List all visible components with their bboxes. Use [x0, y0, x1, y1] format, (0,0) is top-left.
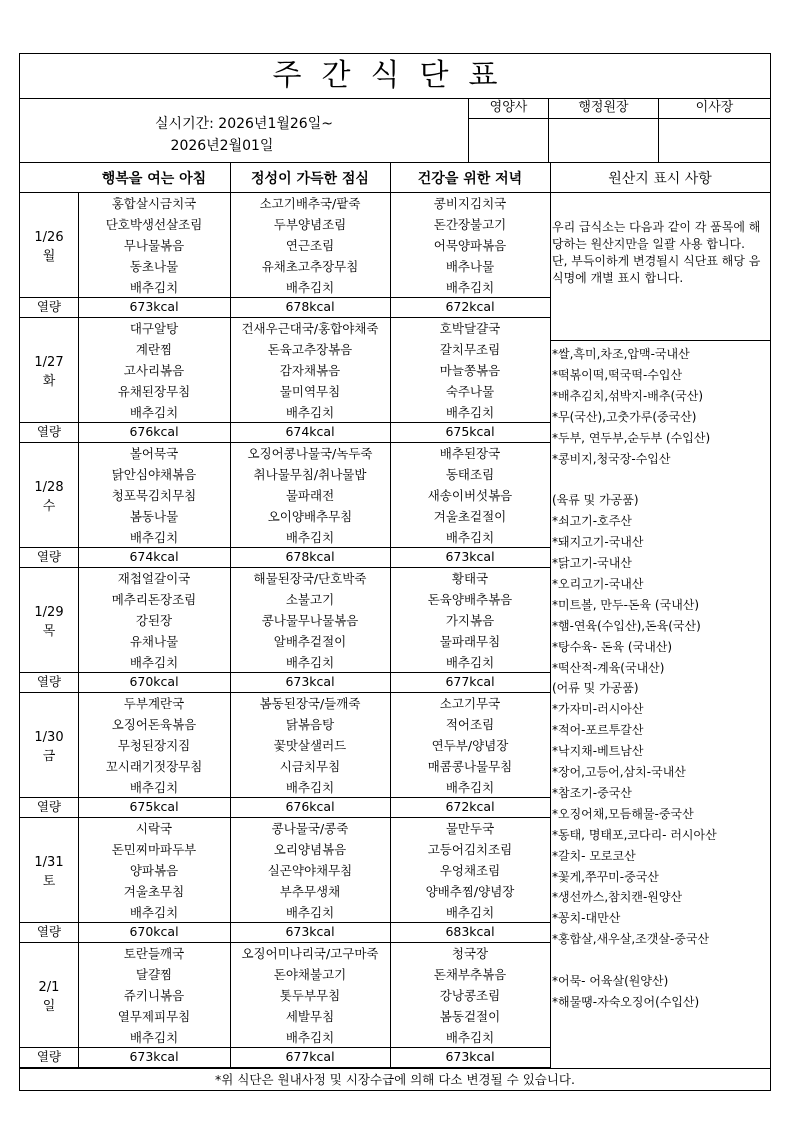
kcal-value: 673kcal: [445, 549, 495, 564]
breakfast-item: 열무제피무침: [117, 1009, 191, 1024]
kcal-value: 678kcal: [285, 299, 335, 314]
column-divider: [550, 162, 551, 1069]
breakfast-item: 봄동나물: [129, 509, 179, 524]
breakfast-item: 배추김치: [129, 530, 179, 545]
origin-item: *탕수육- 돈육 (국내산): [552, 639, 673, 654]
dinner-item: 겨울초겉절이: [433, 509, 507, 524]
lunch-item: 시금치무침: [279, 759, 341, 774]
day-date: 1/29: [34, 605, 64, 620]
row-divider: [20, 1067, 550, 1068]
kcal-value: 678kcal: [285, 549, 335, 564]
dinner-item: 콩비지김치국: [433, 196, 507, 211]
breakfast-item: 메추리돈장조림: [111, 592, 197, 607]
lunch-item: 톳두부무침: [279, 988, 341, 1003]
origin-item: *동태, 명태포,코다리- 러시아산: [552, 827, 717, 842]
dinner-item: 청국장: [451, 946, 489, 961]
kcal-label: 열량: [36, 674, 62, 689]
signature-label: 이사장: [659, 98, 770, 119]
kcal-label: 열량: [36, 1049, 62, 1064]
col-breakfast: 행복을 여는 아침: [101, 171, 207, 187]
breakfast-item: 토란들깨국: [123, 946, 185, 961]
breakfast-item: 달걀찜: [135, 967, 173, 982]
breakfast-item: 돈민찌마파두부: [111, 842, 197, 857]
dinner-item: 배추김치: [445, 905, 495, 920]
period-line-1: 실시기간: 2026년1월26일~: [155, 116, 333, 132]
breakfast-item: 홍합살시금치국: [111, 196, 197, 211]
kcal-value: 674kcal: [285, 424, 335, 439]
breakfast-item: 두부계란국: [123, 696, 185, 711]
signature-label: 행정원장: [549, 98, 658, 119]
signature-label: 영양사: [469, 98, 548, 119]
kcal-value: 670kcal: [129, 924, 179, 939]
kcal-value: 673kcal: [445, 1049, 495, 1064]
lunch-item: 배추김치: [285, 905, 335, 920]
origin-item: *쇠고기-호주산: [552, 514, 632, 529]
col-origin: 원산지 표시 사항: [608, 171, 712, 187]
kcal-value: 673kcal: [285, 924, 335, 939]
row-divider: [20, 547, 550, 548]
dinner-item: 봄동겉절이: [439, 1009, 501, 1024]
origin-item: *오징어채,모듬해물-중국산: [552, 806, 694, 821]
dinner-item: 마늘쫑볶음: [439, 363, 501, 378]
origin-item: *홍합살,새우살,조갯살-중국산: [552, 932, 710, 947]
day-weekday: 화: [42, 374, 56, 389]
lunch-item: 물파래전: [285, 488, 335, 503]
breakfast-item: 배추김치: [129, 780, 179, 795]
lunch-item: 감자채볶음: [279, 363, 341, 378]
lunch-item: 배추김치: [285, 1030, 335, 1045]
day-weekday: 일: [42, 999, 56, 1014]
breakfast-item: 양파볶음: [129, 863, 179, 878]
origin-item: *적어-포르투갈산: [552, 723, 644, 738]
dinner-item: 황태국: [451, 571, 489, 586]
lunch-item: 부추무생채: [279, 884, 341, 899]
lunch-item: 배추김치: [285, 280, 335, 295]
dinner-item: 매콤콩나물무침: [427, 759, 513, 774]
footer-note: *위 식단은 원내사정 및 시장수급에 의해 다소 변경될 수 있습니다.: [20, 1068, 770, 1090]
lunch-item: 취나물무침/취나물밥: [253, 467, 367, 482]
origin-item: *해물땡-자숙오징어(수입산): [552, 994, 700, 1009]
dinner-item: 돈채부추볶음: [433, 967, 507, 982]
lunch-item: 두부양념조림: [273, 217, 347, 232]
dinner-item: 물만두국: [445, 821, 495, 836]
origin-item: *어묵- 어육살(원양산): [552, 974, 669, 988]
origin-item: *장어,고등어,삼치-국내산: [552, 765, 686, 779]
menu-sheet: [19, 53, 771, 1091]
lunch-item: 배추김치: [285, 780, 335, 795]
breakfast-item: 겨울초무침: [123, 884, 185, 899]
breakfast-item: 유채된장무침: [117, 384, 191, 399]
origin-divider: [550, 340, 770, 341]
period-box: [20, 98, 468, 162]
origin-item: *닭고기-국내산: [552, 556, 632, 570]
kcal-value: 673kcal: [285, 674, 335, 689]
dinner-item: 배추김치: [445, 280, 495, 295]
origin-item: *무(국산),고춧가루(중국산): [552, 409, 697, 424]
dinner-item: 적어조림: [445, 717, 495, 732]
dinner-item: 배추김치: [445, 405, 495, 420]
dinner-item: 물파래무침: [439, 634, 501, 649]
breakfast-item: 계란찜: [135, 342, 173, 357]
kcal-value: 674kcal: [129, 549, 179, 564]
signature-director: [548, 98, 658, 162]
lunch-item: 오이양배추무침: [267, 509, 353, 524]
kcal-value: 673kcal: [129, 299, 179, 314]
dinner-item: 강낭콩조림: [439, 988, 501, 1003]
lunch-item: 배추김치: [285, 530, 335, 545]
row-divider: [20, 672, 550, 673]
breakfast-item: 단호박생선살조림: [105, 217, 203, 232]
breakfast-item: 오징어돈육볶음: [111, 717, 197, 732]
lunch-item: 콩나물무나물볶음: [261, 613, 359, 628]
origin-item: *참조기-중국산: [552, 785, 632, 800]
origin-item: *햄-연육(수입산),돈육(국산): [552, 618, 701, 633]
dinner-item: 돈육양배추볶음: [427, 592, 513, 607]
day-date: 1/31: [34, 855, 64, 870]
dinner-item: 호박달걀국: [439, 321, 501, 336]
day-date: 1/28: [34, 480, 64, 495]
origin-item: *쌀,흑미,차조,압맥-국내산: [552, 347, 690, 361]
origin-item: *떡볶이떡,떡국떡-수입산: [552, 367, 683, 382]
origin-item: *생선까스,참치캔-원양산: [552, 890, 683, 905]
dinner-item: 가지볶음: [445, 613, 495, 628]
dinner-item: 새송이버섯볶음: [427, 488, 513, 503]
breakfast-item: 유채나물: [129, 634, 179, 649]
kcal-label: 열량: [36, 549, 62, 564]
row-divider: [20, 422, 550, 423]
lunch-item: 오징어콩나물국/녹두죽: [247, 446, 373, 461]
dinner-item: 소고기무국: [439, 696, 501, 711]
lunch-item: 오리양념볶음: [273, 842, 347, 857]
breakfast-item: 무나물볶음: [123, 238, 185, 253]
header-divider: [20, 162, 770, 163]
lunch-item: 돈야채불고기: [273, 967, 347, 982]
day-date: 1/26: [34, 230, 64, 245]
dinner-item: 배추김치: [445, 780, 495, 795]
origin-item: *떡산적-계육(국내산): [552, 660, 665, 675]
kcal-value: 670kcal: [129, 674, 179, 689]
kcal-value: 675kcal: [445, 424, 495, 439]
kcal-label: 열량: [36, 799, 62, 814]
day-weekday: 토: [42, 874, 56, 889]
origin-item: (육류 및 가공품): [552, 493, 639, 508]
breakfast-item: 동초나물: [129, 259, 179, 274]
lunch-item: 콩나물국/콩죽: [271, 821, 349, 836]
breakfast-item: 무청된장지짐: [117, 738, 191, 753]
dinner-item: 갈치무조림: [439, 342, 501, 357]
origin-item: *미트볼, 만두-돈육 (국내산): [552, 597, 700, 612]
origin-note-text: 우리 급식소는 다음과 같이 각 품목에 해당하는 원산지만을 일괄 사용 합니다. 단, 부득이하게 변경될시 식단표 해당 음식명에 개별 표시 합니다.: [552, 220, 761, 285]
dinner-item: 배추된장국: [439, 446, 501, 461]
origin-item: *두부, 연두부,순두부 (수입산): [552, 430, 711, 445]
col-dinner: 건강을 위한 저녁: [417, 171, 523, 187]
origin-item: *콩비지,청국장-수입산: [552, 451, 671, 466]
lunch-item: 소고기배추국/팥죽: [259, 196, 361, 211]
kcal-value: 676kcal: [285, 799, 335, 814]
lunch-item: 배추김치: [285, 405, 335, 420]
col-lunch: 정성이 가득한 점심: [251, 171, 369, 187]
period-line-2: 2026년2월01일: [170, 138, 274, 154]
signature-chairman: [658, 98, 770, 162]
row-divider: [20, 922, 550, 923]
lunch-item: 세발무침: [285, 1009, 335, 1024]
day-date: 1/27: [34, 355, 64, 370]
kcal-value: 672kcal: [445, 799, 495, 814]
day-weekday: 목: [42, 624, 56, 639]
breakfast-item: 배추김치: [129, 1030, 179, 1045]
breakfast-item: 볼어묵국: [129, 446, 179, 461]
origin-item: (어류 및 가공품): [552, 681, 639, 696]
row-divider: [20, 297, 550, 298]
row-divider: [20, 797, 550, 798]
origin-item: *꽃게,쭈꾸미-중국산: [552, 869, 659, 884]
kcal-label: 열량: [36, 299, 62, 314]
lunch-item: 실곤약야채무침: [267, 863, 353, 878]
dinner-item: 배추김치: [445, 530, 495, 545]
breakfast-item: 배추김치: [129, 655, 179, 670]
dinner-item: 동태조림: [445, 467, 495, 482]
origin-item: *돼지고기-국내산: [552, 535, 644, 550]
row-divider: [20, 1047, 550, 1048]
kcal-value: 677kcal: [285, 1049, 335, 1064]
breakfast-item: 시락국: [135, 821, 173, 836]
origin-item: *낙지채-베트남산: [552, 744, 644, 759]
day-weekday: 금: [42, 749, 56, 764]
lunch-item: 건새우근대국/홍합야채죽: [241, 321, 379, 336]
breakfast-item: 배추김치: [129, 405, 179, 420]
breakfast-item: 배추김치: [129, 905, 179, 920]
page-title: 주간식단표: [20, 54, 770, 99]
dinner-item: 고등어김치조림: [427, 842, 513, 857]
lunch-item: 해물된장국/단호박죽: [253, 571, 367, 586]
day-weekday: 수: [42, 499, 56, 514]
lunch-item: 꽃맛살샐러드: [273, 738, 347, 753]
breakfast-item: 배추김치: [129, 280, 179, 295]
signature-nutritionist: [468, 98, 548, 162]
breakfast-item: 재첩얼갈이국: [117, 571, 191, 586]
dinner-item: 양배추찜/양념장: [425, 884, 515, 899]
dinner-item: 돈간장불고기: [433, 217, 507, 232]
origin-note: [552, 219, 766, 287]
origin-item: *오리고기-국내산: [552, 576, 644, 591]
origin-item: *배추김치,섞박지-배추(국산): [552, 388, 704, 403]
kcal-value: 683kcal: [445, 924, 495, 939]
lunch-item: 돈육고추장볶음: [267, 342, 353, 357]
breakfast-item: 고사리볶음: [123, 363, 185, 378]
dinner-item: 연두부/양념장: [431, 738, 509, 753]
kcal-label: 열량: [36, 424, 62, 439]
lunch-item: 봄동된장국/들깨죽: [259, 696, 361, 711]
dinner-item: 배추나물: [445, 259, 495, 274]
day-weekday: 월: [42, 249, 56, 264]
breakfast-item: 강된장: [135, 613, 173, 628]
lunch-item: 연근조림: [285, 238, 335, 253]
lunch-item: 배추김치: [285, 655, 335, 670]
origin-item: *갈치- 모로코산: [552, 848, 636, 863]
lunch-item: 닭볶음탕: [285, 717, 335, 732]
dinner-item: 배추김치: [445, 1030, 495, 1045]
kcal-value: 672kcal: [445, 299, 495, 314]
breakfast-item: 꼬시래기젓장무침: [105, 759, 203, 774]
breakfast-item: 닭안심야채볶음: [111, 467, 197, 482]
dinner-item: 배추김치: [445, 655, 495, 670]
dinner-item: 숙주나물: [445, 384, 495, 399]
kcal-value: 676kcal: [129, 424, 179, 439]
origin-item: *꽁치-대만산: [552, 911, 621, 926]
origin-item: *가자미-러시아산: [552, 702, 644, 717]
breakfast-item: 대구알탕: [129, 321, 179, 336]
lunch-item: 오징어미나리국/고구마죽: [241, 946, 379, 961]
day-date: 2/1: [38, 980, 60, 995]
lunch-item: 알배추겉절이: [273, 634, 347, 649]
kcal-value: 673kcal: [129, 1049, 179, 1064]
breakfast-item: 쥬키니볶음: [123, 988, 185, 1003]
lunch-item: 물미역무침: [279, 384, 341, 399]
kcal-label: 열량: [36, 924, 62, 939]
lunch-item: 소불고기: [285, 592, 335, 607]
lunch-item: 유채초고추장무침: [261, 259, 359, 274]
breakfast-item: 청포묵김치무침: [111, 488, 197, 503]
kcal-value: 677kcal: [445, 674, 495, 689]
dinner-item: 어묵양파볶음: [433, 238, 507, 253]
day-date: 1/30: [34, 730, 64, 745]
kcal-value: 675kcal: [129, 799, 179, 814]
dinner-item: 우엉채조림: [439, 863, 501, 878]
